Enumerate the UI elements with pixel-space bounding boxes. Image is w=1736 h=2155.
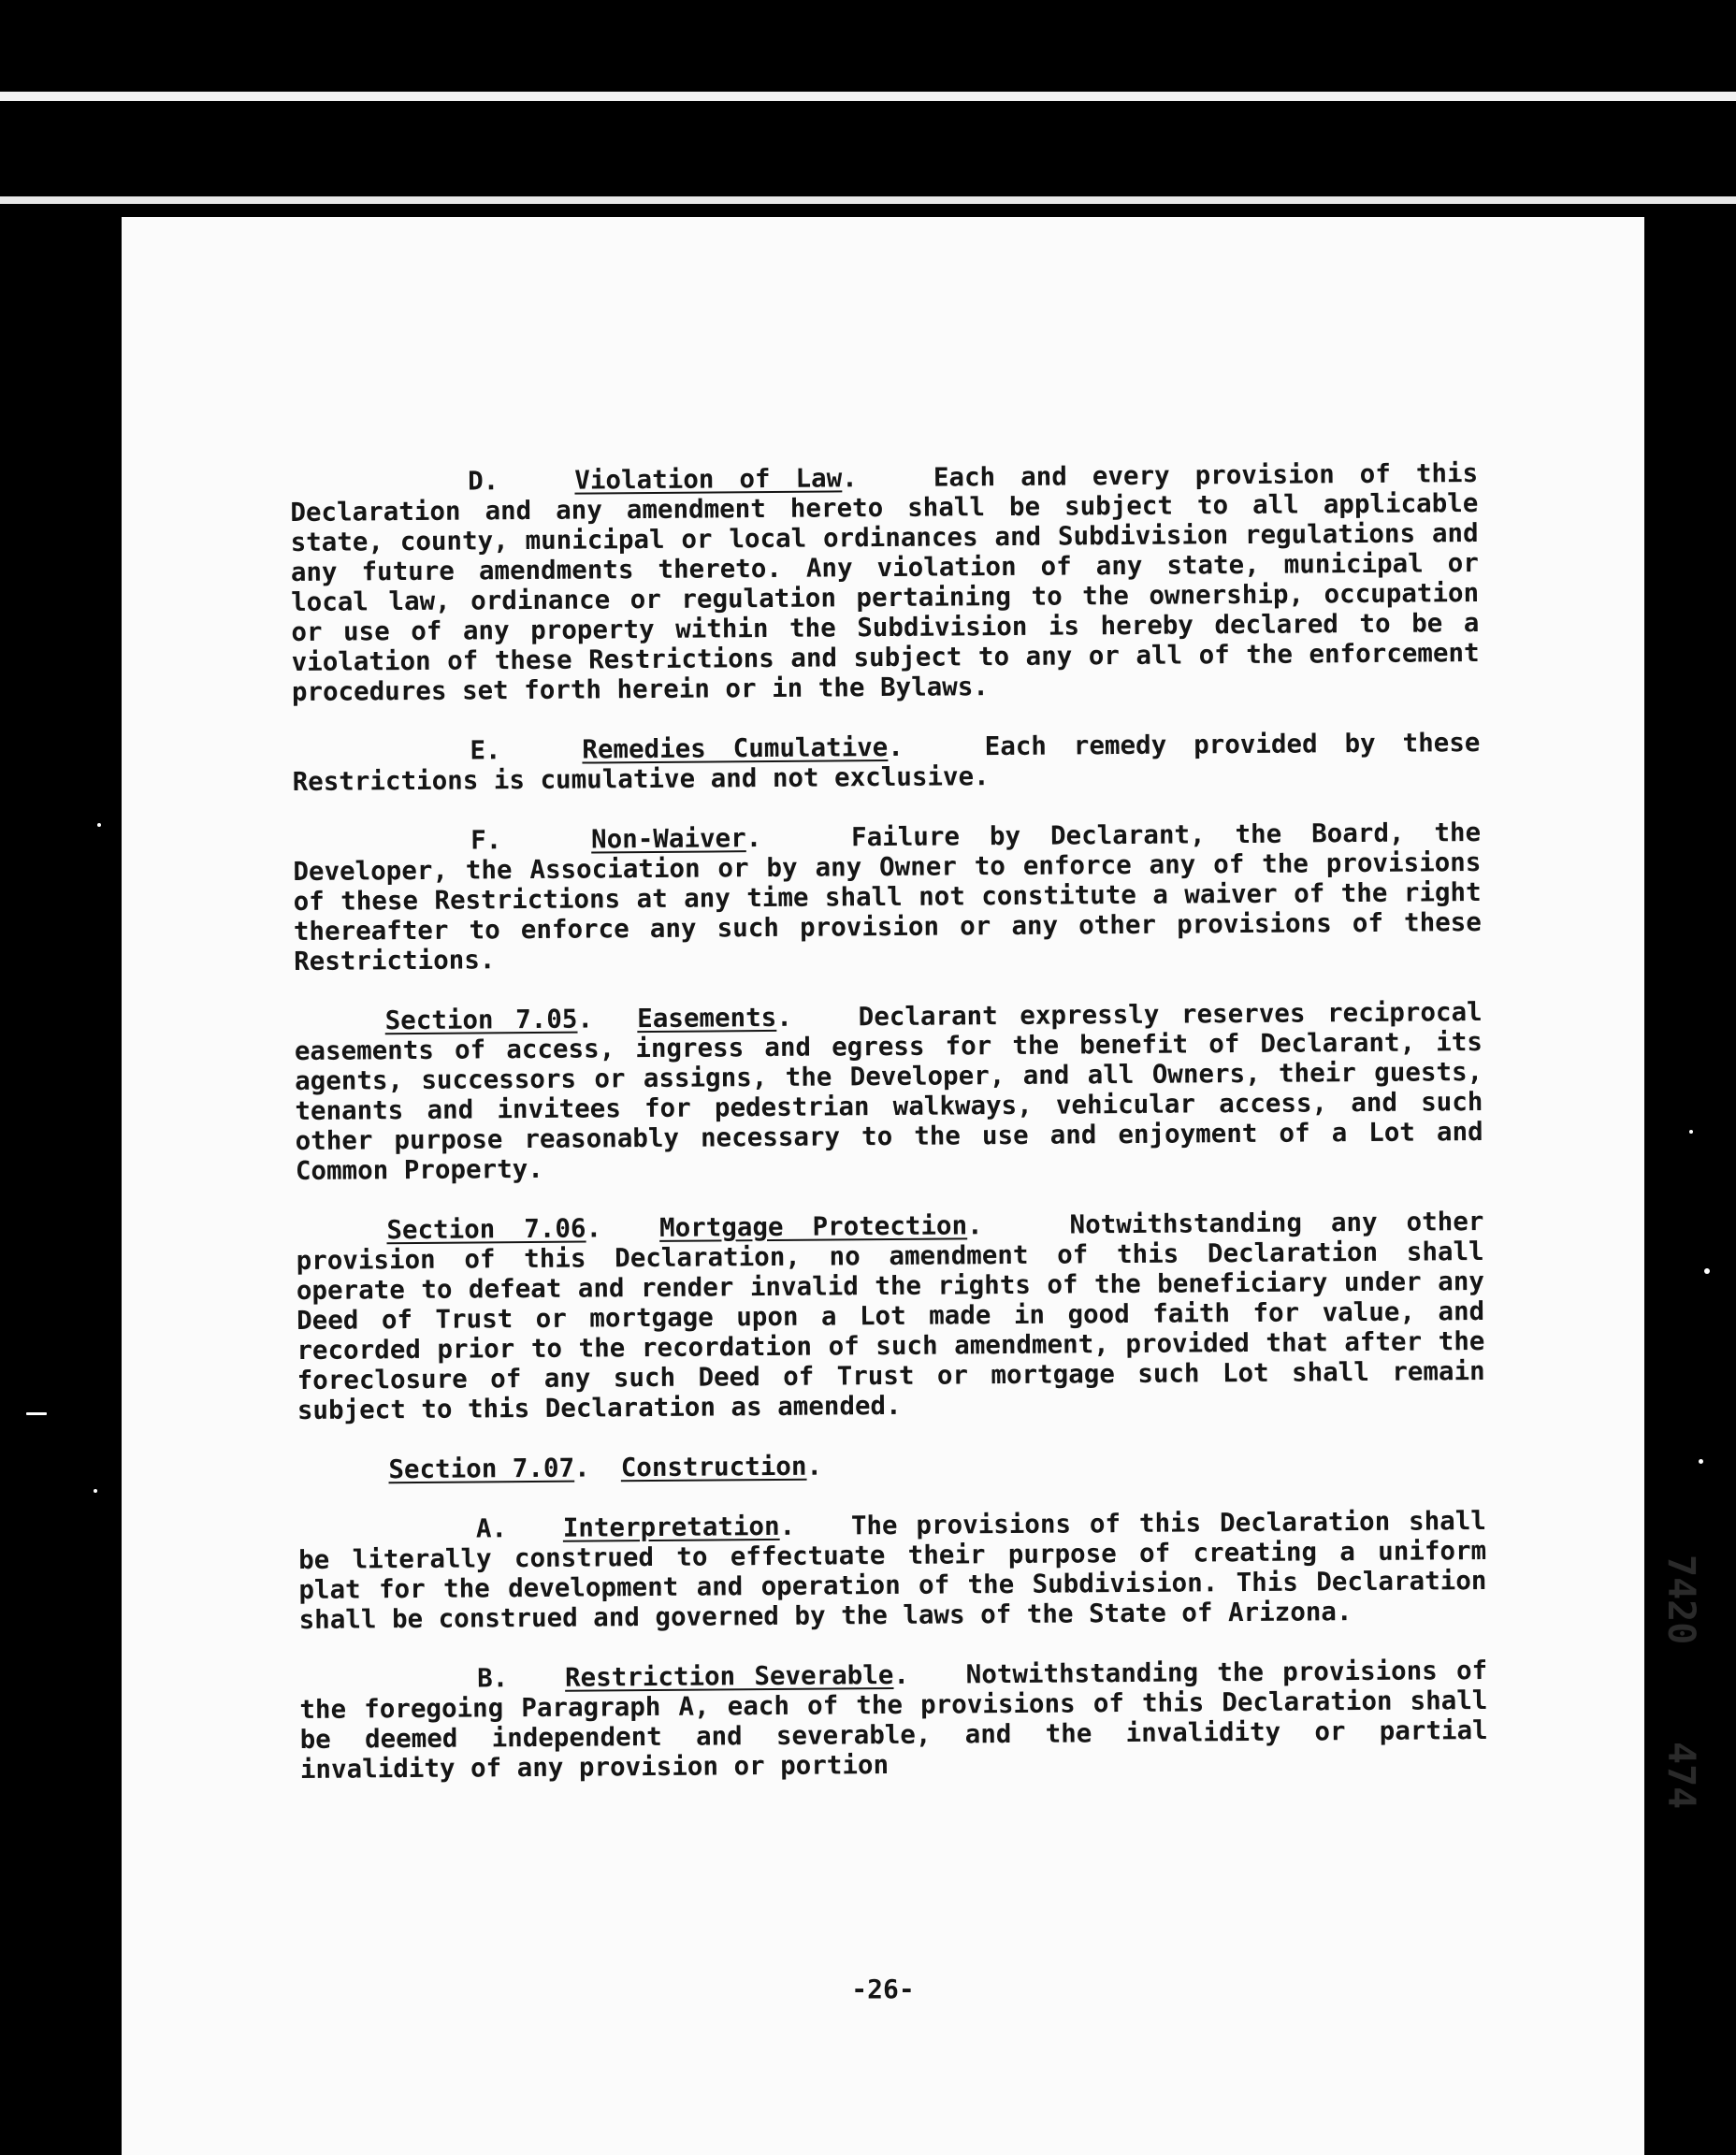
section-label: Section 7.07 [388, 1453, 575, 1485]
section-heading: Mortgage Protection [658, 1210, 968, 1243]
paragraph-d: D. Violation of Law. Each and every provision of this Declaration and any amendment hereto shall be subject to all applicable state, county, municipal or local ordinances and Subdivision regulations and any future amendments thereto. Any violation of any state, municipal or local law, ordinance or regulation pertaining to the ownership, occupation or use of any property within the Subdivision is hereby declared to be a violation of these Restrictions and subject to any or all of the enforcement procedures set forth herein or in the Bylaws. [290, 458, 1480, 707]
paragraph-heading: Remedies Cumulative [582, 731, 889, 765]
paragraph-text: Each and every provision of this Declaration and any amendment hereto shall be subject to all applicable state, county, municipal or local ordinances and Subdivision regulations and any future amendments thereto. Any violation of any state, municipal or local law, ordinance or regulation pertaining to the ownership, occupation or use of any property within the Subdivision is hereby declared to be a violation of these Restrictions and subject to any or all of the enforcement procedures set forth herein or in the Bylaws. [290, 458, 1480, 707]
scan-speck [97, 823, 101, 827]
section-label: Section 7.05 [384, 1004, 578, 1036]
section-text: Declarant expressly reserves reciprocal easements of access, ingress and egress for the benefit of Declarant, its agents, successors or assigns, the Developer, and all Owners, their guests, tenants and invitees for pedestrian walkways, vehicular access, and such other purpose reasonably necessary to the use and enjoyment of a Lot and Common Property. [294, 997, 1483, 1186]
paragraph-heading: Restriction Severable [564, 1659, 894, 1693]
section-7-05: Section 7.05. Easements. Declarant expressly reserves reciprocal easements of access, ingress and egress for the benefit of Declarant, its agents, successors or assigns, the Developer, and all Owners, their guests, tenants and invitees for pedestrian walkways, vehicular access, and such other purpose reasonably necessary to the use and enjoyment of a Lot and Common Property. [294, 997, 1483, 1186]
paragraph-heading: Violation of Law [574, 463, 843, 496]
scan-speck [1704, 1268, 1710, 1274]
paragraph-label: A. [475, 1513, 508, 1544]
scan-speck [1699, 1459, 1703, 1464]
section-text: Notwithstanding any other provision of this Declaration, no amendment of this Declaration shall operate to defeat and render invalid the rights of the beneficiary under any Deed of Trust or mortgage upon a Lot made in good faith for value, and recorded prior to the recordation of such amendment, provided that after the foreclosure of any such Deed of Trust or mortgage such Lot shall remain subject to this Declaration as amended. [296, 1207, 1485, 1425]
paragraph-label: D. [467, 466, 499, 497]
paragraph-text: Notwithstanding the provisions of the foregoing Paragraph A, each of the provisions of this Declaration shall be deemed independent and severable, and the invalidity or partial invalidity of any provision or portion [299, 1655, 1488, 1785]
paragraph-e: E. Remedies Cumulative. Each remedy provided by these Restrictions is cumulative and not exclusive. [292, 728, 1481, 797]
paragraph-a: A. Interpretation. The provisions of this Declaration shall be literally construed to effectuate their purpose of creating a uniform plat for the development and operation of the Subdivision. This Declaration shall be construed and governed by the laws of the State of Arizona. [298, 1505, 1487, 1635]
paragraph-b: B. Restriction Severable. Notwithstanding the provisions of the foregoing Paragraph A, each of the provisions of this Declaration shall be deemed independent and severable, and the invalidity or partial invalidity of any provision or portion [299, 1655, 1488, 1785]
paragraph-text: Each remedy provided by these Restrictions is cumulative and not exclusive. [292, 728, 1481, 797]
paragraph-label: B. [477, 1663, 509, 1694]
paragraph-heading: Non-Waiver [590, 823, 746, 855]
scan-speck [26, 1412, 47, 1415]
margin-page-number: 474 [1659, 1742, 1702, 1810]
paragraph-label: F. [470, 825, 502, 856]
paragraph-text: The provisions of this Declaration shall be literally construed to effectuate their purpose of creating a uniform plat for the development and operation of the Subdivision. This Declaration shall be construed and governed by the laws of the State of Arizona. [298, 1505, 1487, 1635]
section-7-07: Section 7.07. Construction. [388, 1451, 823, 1485]
scan-speck [1689, 1130, 1693, 1134]
paragraph-label: E. [470, 735, 501, 766]
margin-book-number: 7420 [1659, 1555, 1702, 1645]
scan-artifact-stripe [0, 196, 1736, 204]
paragraph-text: Failure by Declarant, the Board, the Developer, the Association or by any Owner to enforce any of the provisions of these Restrictions at any time shall not constitute a waiver of the right thereafter to enforce any such provision or any other provisions of these Restrictions. [293, 817, 1482, 976]
paragraph-f: F. Non-Waiver. Failure by Declarant, the Board, the Developer, the Association or by any Owner to enforce any of the provisions of these Restrictions at any time shall not constitute a waiver of the right thereafter to enforce any such provision or any other provisions of these Restrictions. [293, 817, 1482, 976]
document-page [122, 217, 1702, 2155]
page-number: -26- [851, 1974, 915, 2004]
paragraph-heading: Interpretation [562, 1511, 780, 1543]
section-label: Section 7.06 [386, 1213, 586, 1246]
document-body [290, 458, 1488, 1815]
scan-speck [94, 1489, 97, 1493]
section-7-06: Section 7.06. Mortgage Protection. Notwithstanding any other provision of this Declaration, no amendment of this Declaration shall operate to defeat and render invalid the rights of the beneficiary under any Deed of Trust or mortgage upon a Lot made in good faith for value, and recorded prior to the recordation of such amendment, provided that after the foreclosure of any such Deed of Trust or mortgage such Lot shall remain subject to this Declaration as amended. [296, 1207, 1485, 1425]
section-heading: Easements [637, 1002, 777, 1034]
section-heading: Construction [620, 1451, 807, 1483]
scan-artifact-stripe [0, 92, 1736, 101]
